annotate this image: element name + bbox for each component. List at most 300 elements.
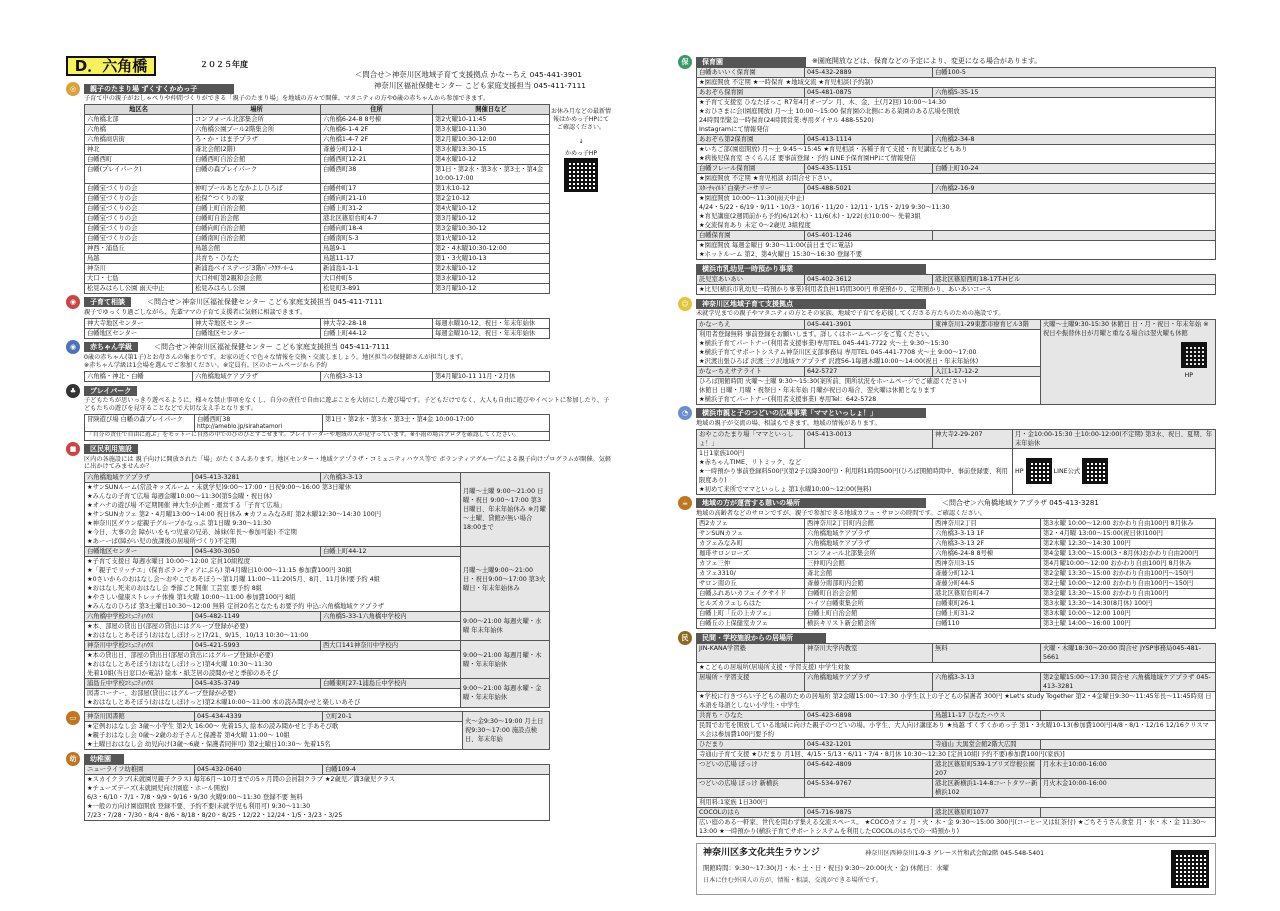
place-programs: 利用料:1家族 1日300円: [697, 798, 1216, 808]
table-row: [85, 144, 550, 154]
playpark-url[interactable]: http://ameblo.jp/sirahatamori: [197, 423, 283, 430]
program-line: 図書コーナー、お部屋(貸出にはグループ登録が必要): [87, 690, 236, 697]
table-row: [697, 569, 1216, 579]
facility-tel: 045-413-3281: [193, 473, 321, 483]
section-title: 子育て相談: [84, 297, 131, 307]
program-line: ★今日、大事の会 障がいをもつ児童の兄弟、姉妹(年長～参加可能) 不定期: [87, 529, 297, 536]
nursery-name: あおぞら保育園: [697, 88, 805, 98]
table-cell: 横浜キリスト新会館会所: [805, 619, 933, 629]
place-programs: ★こどもの居場所(居場所支援・学習支援) 中学生対象: [697, 663, 1216, 673]
place-name: つどいの広場 ぼっけ 新横浜: [697, 779, 805, 798]
table-cell: 白幡上町31-2: [321, 203, 433, 213]
place-detail: 045-423-6898: [805, 711, 933, 721]
table-cell: 三仲町内会館: [805, 559, 933, 569]
nursery-tel: 045-488-5021: [805, 184, 933, 194]
program-line: ★横浜子育てパートナー(利用者支援事業)専用TEL 045-441-7722 火～土 9:30～15:30: [699, 339, 949, 347]
place-name: COCOLのはら: [697, 808, 805, 818]
table-row: [697, 663, 1216, 673]
table-cell: 六角橋3-3-13 1F: [933, 529, 1041, 539]
line-qr-code-icon[interactable]: [1082, 458, 1108, 484]
satellite-name: かなーちえサテライト: [697, 366, 805, 376]
program-line: ★サンSUNルーム(常設キッズルーム・未就学児)9:00～17:00・日祝9:00～16:00 第3日曜休: [87, 484, 352, 491]
ichiji-line: ★比児(横浜市乳幼児一時預かり事業)利用者負担1時間300円 単発預かり、定期預かり、あいあいコース: [697, 285, 1216, 295]
facility-hours: 9:00～21:00 毎週火曜・水曜 年末年始休: [461, 612, 550, 641]
section-desc: 区内の各施設には 親子向けに開放された「場」がたくさんあります。地区センター・地域ケアプラザ・コミュニティハウス等で ボランティアグループによる親子向けプログラムが開催。気軽に出かけてみませんか？: [84, 455, 612, 471]
table-cell: 神北: [85, 144, 193, 154]
table-row: [697, 599, 1216, 609]
tamariba-note-text: お休み月などの最新情報はかめっ子HPにてご確認ください。: [550, 107, 611, 131]
lounge-hours: 開館時間：9:30～17:30(月・木・土・日・祝日) 9:30～20:00(火・金) 休館日：水曜: [703, 864, 949, 873]
section-title: 赤ちゃん学級: [84, 342, 138, 352]
yochien-addr: 白幡109-4: [323, 765, 550, 775]
table-cell: 六角橋6-24-8 8号棟: [321, 114, 433, 124]
table-cell: 白幡上町自治会館: [193, 203, 321, 213]
table-row: [697, 135, 1216, 145]
section-sodan: [66, 297, 612, 339]
lounge-title: 神奈川区多文化共生ラウンジ: [703, 848, 820, 859]
place-time: [1041, 711, 1216, 721]
table-row: [85, 253, 550, 263]
place-detail: 045-432-1201: [805, 740, 933, 750]
kanachie-name: かなーちえ: [697, 319, 805, 329]
table-row: [85, 765, 550, 775]
table-cell: カフェみなみ町: [697, 539, 805, 549]
cafe-cup-icon: ☕: [678, 496, 692, 510]
table-cell: 斎北会館: [805, 569, 933, 579]
table-row: [85, 318, 550, 328]
table-cell: 神西・浦島丘: [85, 243, 193, 253]
facility-addr: 六角橋3-3-13: [321, 473, 461, 483]
table-cell: 珈琲サロンローズ: [697, 549, 805, 559]
table-row: [697, 78, 1216, 88]
table-row: [85, 679, 550, 689]
nursery-programs: [697, 241, 1216, 260]
cafe-table: [696, 518, 1216, 629]
place-fee: 港北区篠原町539-1ブリズ岸根公園207: [933, 760, 1041, 779]
parent-child-icon: ◎: [66, 82, 80, 96]
table-row: [85, 154, 550, 164]
place-programs: 広い庭のある一軒家、世代を問わず集える交流スペース。 ★COCOカフェ 月・火・木・金 9:30～15:00 300円(コーヒー又は紅茶付) ★ごちそうさん食堂 月・水・木・金 11:30～13:00 ★一時預かり(横浜子育てサポートシステムを利用したCOCOLのはらでの一時預かり): [697, 818, 1216, 837]
table-cell: 第2金10-12: [433, 193, 550, 203]
table-cell: 神大寺2-28-18: [321, 318, 433, 328]
table-cell: 白幡西町38: [321, 164, 433, 183]
table-row: [85, 547, 550, 557]
table-cell: カフェ三仲: [697, 559, 805, 569]
facility-hours: 9:00～21:00 毎週月曜・木曜・年末年始休: [461, 641, 550, 679]
table-row: [697, 448, 1216, 494]
library-name: 神奈川図書館: [85, 712, 195, 722]
program-line: ★園庭開放 10:00～11:30(雨天中止): [699, 195, 805, 202]
qr-code-icon[interactable]: [1171, 850, 1209, 888]
table-row: [697, 88, 1216, 98]
tree-icon: ♣: [66, 384, 80, 398]
section-title: プレイパーク: [84, 386, 137, 396]
table-cell: 白幡宝づくりの会: [85, 213, 193, 223]
nursery-addr: 白幡上町10-24: [933, 164, 1216, 174]
table-cell: 第3月曜10-12: [433, 283, 550, 293]
program-line: ★おはなし死来のおはなし会 季節ごと開催 工芸室 要予約 8組: [87, 585, 263, 592]
section-title: 横浜市親と子のつどいの広場事業「ママといっしょ！」: [696, 408, 926, 418]
table-cell: サロン南の丘: [697, 579, 805, 589]
place-detail: 六角橋地域ケアプラザ: [805, 673, 933, 692]
baby-icon: ◉: [66, 340, 80, 354]
table-cell: 白幡向町自治会館: [193, 223, 321, 233]
qr-code-icon[interactable]: [1026, 458, 1052, 484]
program-line: ★初めて来所でママといっしょ 第1水曜10:00～12:00(無料): [699, 485, 872, 493]
table-cell: 白幡宝づくりの会: [85, 183, 193, 193]
facility-programs: [85, 622, 461, 641]
place-fee: 港北区新横浜1-14-8コートタワー新横浜102: [933, 779, 1041, 798]
facility-name: 白幡地区センター: [85, 547, 193, 557]
table-cell: 白幡ふれあいカフェイクサイド: [697, 589, 805, 599]
table-row: [85, 414, 550, 432]
section-hoikuen: [678, 56, 1216, 260]
table-cell: 第4金曜 13:00～15:00(3・8月休)おかわり自由200円: [1041, 549, 1216, 559]
hoikuen-note: ※園庭開放などは、保育などの予定により、変更になる場合があります。: [812, 57, 1042, 66]
satellite-programs: [697, 376, 1041, 404]
table-cell: 白幡向町21-10: [321, 193, 433, 203]
program-line: ★あーーば(障がい児の放課後の居場所づくり)不定期: [87, 538, 237, 545]
facility-addr: 白幡上町44-12: [321, 547, 461, 557]
facility-tel: 045-430-3050: [193, 547, 321, 557]
table-cell: 白幡仲町17: [321, 183, 433, 193]
qr-label: かめっ子HP: [564, 149, 598, 157]
place-time: 火曜・木曜18:30～20:00 問合せ JYSP事務局045-481-5661: [1041, 644, 1216, 663]
library-hours: 火～金9:30～19:00 月土日祝9:30～17:00 施設点検日、年末年始: [463, 712, 550, 750]
place-name: 共育ち・ひなた: [697, 711, 805, 721]
table-cell: 六角橋北部: [85, 114, 193, 124]
table-row: [697, 539, 1216, 549]
table-cell: 第2火曜10-11:45: [433, 114, 550, 124]
facility-tel: 045-482-1149: [193, 612, 321, 622]
table-cell: 白幡地区センター: [193, 328, 321, 338]
program-line: ★「親子でリッチエ」(保育ボランティアにぷら) 第4月曜日10:00～11:15 参加費100円 30組: [87, 567, 352, 574]
place-programs: ★学校に行きづらい子どもの親のための居場所 第2金曜15:00～17:30 小学生以上の子どもの保護者 300円 ★Let's study Together 第2・4金曜日9:30～11:45年長～11:45時刻 日本語を母語としない小学生・中学生: [697, 692, 1216, 711]
table-row: [85, 432, 550, 441]
facility-hours: 月曜～土曜9:00～21:00 日・祝日9:00～17:00 第3火曜日・年末年始休み: [461, 547, 550, 612]
table-cell: 白幡町自治会会館: [805, 589, 933, 599]
program-line: ★スカイクラブ(未就園児親子クラス) 毎年6月～10月までの5ヶ月間の会員制クラブ ★2歳児／満3歳児クラス: [87, 776, 396, 783]
table-row: [697, 529, 1216, 539]
table-cell: 六角橋1-4-7 2F: [321, 134, 433, 144]
program-line: 7/23・7/28・7/30・8/4・8/6・8/18・8/20・8/25・12/22・12/24・1/5・3/23・3/25: [87, 812, 343, 819]
table-cell: 鳥越: [85, 253, 193, 263]
table-cell: 六角橋・神北・白幡: [85, 372, 193, 382]
table-row: [85, 233, 550, 243]
yochien-name: ニューライフ幼稚園: [85, 765, 195, 775]
facility-addr: 六角橋5-33-1六角橋中学校内: [321, 612, 461, 622]
place-time: 月水木土10:00-16:00: [1041, 760, 1216, 779]
playpark-addr: 白幡西町38: [197, 415, 231, 423]
program-line: Instagramにて情報発信: [699, 126, 769, 133]
facility-name: 六角橋中学校ｺﾐｭﾆﾃｨﾊｳｽ: [85, 612, 193, 622]
table-cell: 鳥越9-1: [321, 243, 433, 253]
section-title: 幼稚園: [84, 754, 124, 764]
section-contact: ＜問合せ＞神奈川区福祉保健センター こども家庭支援担当 045-411-7111: [147, 297, 383, 306]
table-row: [85, 134, 550, 144]
table-row: [85, 372, 550, 382]
table-row: [697, 194, 1216, 231]
section-title: 神奈川区地域子育て支援拠点: [696, 299, 926, 309]
place-fee: 港北区篠原町1077: [933, 808, 1041, 818]
table-row: [85, 473, 550, 483]
year-label: ２０２５年度: [200, 60, 248, 69]
table-cell: 神大寺地区センター: [193, 318, 321, 328]
facility-programs: [85, 651, 461, 679]
library-tel: 045-434-4339: [195, 712, 323, 722]
table-cell: コンフォール北部集会所: [193, 114, 321, 124]
lounge-addr: 神奈川区西神奈川1-9-3 グレース竹和武会館2階 045-548-5401: [865, 850, 1045, 858]
section-ibasho: [678, 408, 1216, 495]
facility-programs: [85, 689, 461, 708]
table-cell: 第1火曜10-12: [433, 233, 550, 243]
program-line: ★園庭開放 毎週金曜日 9:30～11:00(前日までに電話): [699, 242, 853, 249]
section-desc: 地域の親子が交流の場、相談もできます。地域の情報があります。: [696, 419, 881, 427]
section-contact: ＜問合せ＞六角橋地域ケアプラザ 045-413-3281: [942, 498, 1099, 507]
table-cell: 西神奈川2丁目町内会館: [805, 519, 933, 529]
ibasho-qr-cell: [1013, 448, 1216, 494]
place-time: 第2金曜15:00～17:30 問合せ 六角橋地域ケアプラザ 045-413-3281: [1041, 673, 1216, 692]
table-row: [697, 673, 1216, 692]
program-line: 4/24・5/22・6/19・9/11・10/3・10/16・11/20・12/11・1/15・2/19 9:30～11:30: [699, 204, 950, 211]
section-title: 保育園: [696, 57, 806, 67]
table-cell: 第3金曜 13:30～15:00 おかわり自由100円: [1041, 589, 1216, 599]
tamariba-table-wrap: [84, 104, 611, 294]
table-row: [697, 808, 1216, 818]
table-row: [697, 798, 1216, 808]
section-title: 横浜市乳幼児一時預かり事業: [696, 264, 926, 274]
qr-code-icon[interactable]: [1181, 342, 1207, 368]
table-row: [697, 231, 1216, 241]
akachan-table: [84, 371, 550, 382]
table-cell: 毎週水曜10-12、祝日・年末年始休: [433, 318, 550, 328]
table-cell: 六角橋地域ケアプラザ: [805, 529, 933, 539]
nursery-tel: 045-481-0875: [805, 88, 933, 98]
section-shisetsu: [66, 444, 612, 709]
ibasho-name: おやこのたまり場「ママといっしょ！」: [697, 429, 805, 448]
place-time: [1041, 740, 1216, 750]
table-cell: 白幡上町31-2: [933, 609, 1041, 619]
table-row: [85, 283, 550, 293]
program-line: ★子育て支援日 毎週水曜日 10:00～12:00 定員10組程度: [87, 558, 251, 565]
ibasho-hours: 月・金10:00-15:30 土10:00-12:00(不定期) 第3水、祝日、夏期、年末年始休: [1013, 429, 1216, 448]
table-row: [85, 203, 550, 213]
header-contact-2: 神奈川区福祉保健センター こども家庭支援担当 045-411-7111: [374, 81, 586, 90]
playpark-table: [84, 414, 550, 441]
table-row: [697, 68, 1216, 78]
place-name: ひだまり: [697, 740, 805, 750]
table-cell: 第3月曜10-12: [433, 213, 550, 223]
shien-table: [696, 319, 1216, 405]
table-cell: 白幡上町44-12: [321, 328, 433, 338]
table-cell: 第1・3火曜10-13: [433, 253, 550, 263]
qr-code-icon[interactable]: [564, 158, 598, 192]
line-label: LINE公式: [1053, 468, 1081, 475]
kanachie-tel: 045-441-3901: [805, 319, 933, 329]
table-row: [85, 328, 550, 338]
table-cell: コンフォール北部集会所: [805, 549, 933, 559]
table-cell: 第3金曜10:30-12: [433, 223, 550, 233]
program-line: ★本、部屋の貸出日(部屋の貸出にはグループ登録が必要): [87, 623, 249, 630]
facility-name: 六角橋地域ケアプラザ: [85, 473, 193, 483]
program-line: ★0さいからのおはなし会～おやこであそぼう～第1月曜 11:00～11:20(5月、8月、11月休)要予約 4組: [87, 576, 380, 583]
table-row: [697, 644, 1216, 663]
yochien-tel: 045-432-0640: [195, 765, 323, 775]
table-row: [697, 549, 1216, 559]
table-row: [697, 740, 1216, 750]
right-column: [678, 56, 1216, 895]
section-desc: 0歳の赤ちゃん(第1子)とお母さんの集まりです。お家の近くで色々な情報を交換・交流しましょう。地区担当の保健師さんが担当します。: [84, 353, 467, 361]
nursery-addr: 六角橋5-35-15: [933, 88, 1216, 98]
nursery-tel: 045-401-1246: [805, 231, 933, 241]
table-cell: 港北区篠原台町4-7: [933, 589, 1041, 599]
table-cell: 六角橋公園プール2階集会所: [193, 124, 321, 134]
facility-programs: [85, 483, 461, 547]
table-cell: 港北区篠原台町4-7: [321, 213, 433, 223]
kanachie-programs: [697, 329, 1041, 366]
place-programs: 寺通山子育て支援 ★ひだまり 月1回、4/15・5/13・6/11・7/4・8月休 10:30～12:30 [定員10組(予約不要)参加費100円(家族)]: [697, 750, 1216, 760]
table-cell: ろ・か・はま子プラザ: [193, 134, 321, 144]
nursery-name: あおぞら第2保育園: [697, 135, 805, 145]
place-fee: 無料: [933, 644, 1041, 663]
left-column: [66, 80, 612, 821]
kanachie-hours: 火曜～土曜9:30-15:30 休館日 日・月・祝日・年末年始 ※祝日や振替休日が月曜と重なる場合は翌火曜も休館: [1043, 320, 1209, 337]
program-line: ★サンSUNカフェ 第2・4月曜13:00～14:00 祝日休み ★カフェみなみ町 第2木曜12:30～14:30 100円: [87, 511, 382, 518]
table-cell: 白幡地区センター: [85, 328, 193, 338]
program-line: ★オハナの遊び場 不定期開催 神大生が企画・運営する「子育て広場」: [87, 502, 286, 509]
table-cell: 第3水曜10-11:30: [433, 124, 550, 134]
table-cell: 西神奈川3-15: [933, 559, 1041, 569]
table-cell: 斎藤分町12-1: [321, 144, 433, 154]
tamariba-table: [84, 104, 550, 294]
nursery-tel: 045-432-2889: [805, 68, 933, 78]
ichiji-tel: 045-402-3612: [805, 275, 933, 285]
program-line: ★横浜子育てパートナー(利用者支援事業) 専用Tel：642-5728: [699, 395, 877, 403]
minkan-table: [696, 643, 1216, 837]
table-row: [697, 619, 1216, 629]
place-name: JIN-KANA学習塾: [697, 644, 805, 663]
table-row: [697, 711, 1216, 721]
place-fee: 寺通山 大黒堂会館2階大広間: [933, 740, 1041, 750]
down-arrow-icon: ↓: [578, 137, 584, 145]
family-icon: ◔: [678, 406, 692, 420]
section-akachan: [66, 342, 612, 383]
table-row: [697, 559, 1216, 569]
section-yochien: [66, 753, 612, 821]
table-cell: 斎藤分町44-5: [933, 579, 1041, 589]
table-cell: 新浦島1-1-1: [321, 263, 433, 273]
place-detail: 045-642-4809: [805, 760, 933, 779]
program-line: ★赤ちゃんTIME、リトミック、など: [699, 458, 802, 466]
table-row: [85, 223, 550, 233]
section-shien: [678, 298, 1216, 405]
table-row: [697, 750, 1216, 760]
program-line: ★本の貸出日、部屋の貸出日(部屋の貸出にはグループ登録が必要): [87, 652, 274, 659]
sodan-table: [84, 318, 550, 339]
table-row: [85, 775, 550, 821]
program-line: 1日1家族100円: [699, 449, 745, 457]
section-desc-2: ※赤ちゃん学級は1会場を選んでご参加ください。※定員有。区のホームページから予約: [84, 362, 328, 370]
table-cell: 白幡上町自治会館: [805, 609, 933, 619]
place-name: つどいの広場 ぼっけ: [697, 760, 805, 779]
nursery-addr: 六角橋2-16-9: [933, 184, 1216, 194]
table-cell: 第2月曜10:30-12:00: [433, 134, 550, 144]
page-title: D．六角橋: [66, 56, 156, 76]
program-line: ★交流保育あり 未定 0～2歳児 3組程度: [699, 222, 811, 229]
table-cell: 白幡町自治会館: [193, 213, 321, 223]
hp-label: HP: [1015, 468, 1024, 475]
section-contact: ＜問合せ＞神奈川区福祉保健センター こども家庭支援担当 045-411-7111: [154, 342, 390, 351]
table-cell: 第1日・第2水・第3水・第3土・第4金 10:00-17:00: [433, 164, 550, 183]
table-cell: 六角橋地域ケアプラザ: [193, 372, 321, 382]
facility-tel: 045-435-3749: [193, 679, 321, 689]
place-name: 居場所・学習支援: [697, 673, 805, 692]
private-icon: 民: [678, 631, 692, 645]
table-cell: 白幡宝づくりの会: [85, 223, 193, 233]
table-cell: 六角橋商店街: [85, 134, 193, 144]
table-cell: サンSUNカフェ: [697, 529, 805, 539]
yochien-programs: [85, 775, 550, 821]
kanachie-hours-cell: [1041, 319, 1216, 404]
playpark-addr-cell: [195, 414, 323, 432]
satellite-addr: 入江1-17-12-2: [933, 366, 1041, 376]
table-cell: 新浦島ベイステージ3階ﾊﾟｰｸﾀﾜｰﾙｰﾑ: [193, 263, 321, 273]
facility-name: 浦島丘中学校ｺﾐｭﾆﾃｨﾊｳｽ: [85, 679, 193, 689]
section-library: [66, 711, 612, 750]
table-cell: 第4火曜10-12: [433, 203, 550, 213]
table-row: [85, 243, 550, 253]
table-row: [697, 241, 1216, 260]
table-row: [697, 164, 1216, 174]
program-line: ★子育て支援室 ひなたぼっこ R7年4月オープン 月、木、金、土(月2回) 10:00～14:30: [699, 99, 946, 106]
table-row: [697, 721, 1216, 740]
place-time: 月火木金10:00-16:00: [1041, 779, 1216, 798]
table-cell: 松保^つくりの家: [193, 193, 321, 203]
nursery-icon: 保: [678, 55, 692, 69]
place-programs: 民間でお宅を開放している地域に向けた親子のつどいの場。小学生、大人向け講座あり ★鳥越 すくすくかめっ子 第1・3火曜10-13(参加費100円)4/8・8/1・12/16 12/16クリスマス会は参加費100円要予約: [697, 721, 1216, 740]
facility-addr: 白幡東町27-1浦島丘中学校内: [321, 679, 461, 689]
facility-addr: 西大口141神奈川中学校内: [321, 641, 461, 651]
nursery-tel: 045-435-1151: [805, 164, 933, 174]
program-line: ★みんなの子育て広場 毎週金曜10:00～11:30(第5金曜・祝日休): [87, 493, 273, 500]
table-cell: 斎藤分南部町内会館: [805, 579, 933, 589]
facility-hours: 月曜～土曜 9:00～21:00 日曜・祝日 9:00～17:00 第3日曜日、年末年始休み ※月曜～土曜、貸館が無い場合18:00まで: [461, 473, 550, 547]
section-title: 民間・学校施設からの居場所: [696, 633, 826, 643]
program-line: ★園庭開放 不定期 ★一時保育 ★地域交流 ★育児相談(予約制): [699, 79, 874, 86]
tamariba-note: [550, 104, 612, 195]
table-cell: 六角橋6-1-4 2F: [321, 124, 433, 134]
place-detail: 神奈川大学内教室: [805, 644, 933, 663]
table-cell: 西2カフェ: [697, 519, 805, 529]
table-cell: 六角橋地域ケアプラザ: [805, 539, 933, 549]
nursery-addr: 六角橋2-34-8: [933, 135, 1216, 145]
table-cell: 神奈川: [85, 263, 193, 273]
table-row: [697, 519, 1216, 529]
table-row: [697, 145, 1216, 164]
section-desc: 親子でゆっくり過ごしながら、先輩ママの子育て支援者に気軽に相談できます。: [84, 308, 307, 316]
playpark-name: 冒険遊び場 白幡の森プレイパーク: [85, 414, 195, 432]
section-title: 地域の方が運営する憩いの場所: [696, 498, 926, 508]
consult-icon: ◉: [66, 295, 80, 309]
ibasho-tel: 045-413-0013: [805, 429, 933, 448]
nursery-tel: 045-413-1114: [805, 135, 933, 145]
place-fee: 六角橋3-3-13: [933, 673, 1041, 692]
facility-name: 神奈川中学校ｺﾐｭﾆﾃｨﾊｳｽ: [85, 641, 193, 651]
place-fee: 鳥越11-17 ひなたハウス: [933, 711, 1041, 721]
nursery-programs: [697, 145, 1216, 164]
section-desc: 子どもたちが思いっきり遊べるように、様々な禁止事項をなくし、自分の責任で自由に遊ぶことを大切にした遊び場です。子どもだけでなく、大人も自由に遊びやイベントに参加したり、子どもたちの遊びを見守ることなどで大切な支え手となります。: [84, 397, 610, 412]
table-row: [697, 174, 1216, 184]
